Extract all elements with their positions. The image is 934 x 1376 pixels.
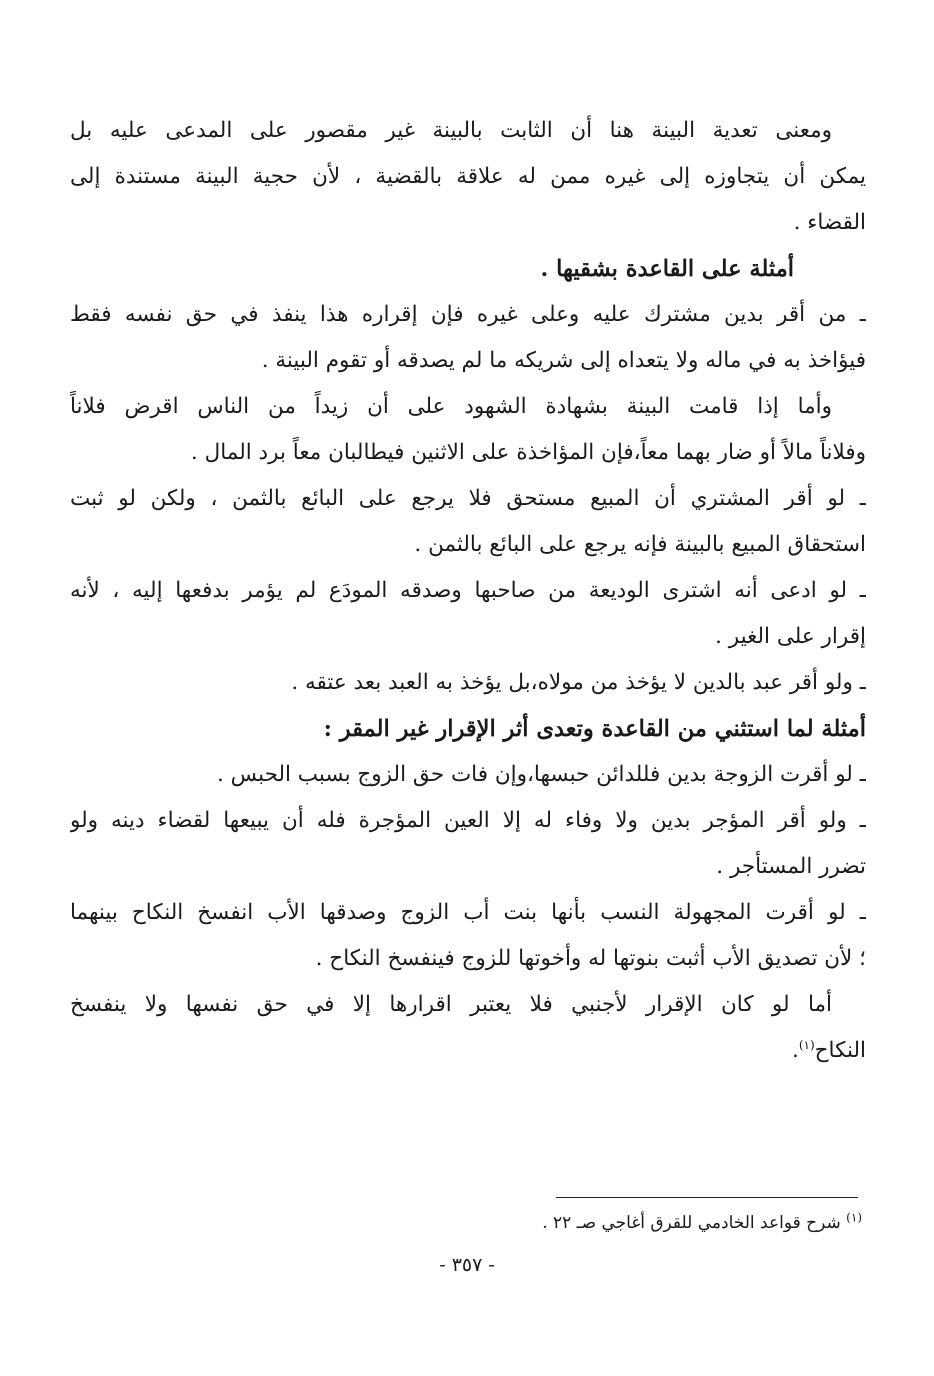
line-text: إقرار على الغير . [715,624,866,649]
line-text: ومعنى تعدية البينة هنا أن الثابت بالبينة غير مقصور على المدعى عليه بل [70,118,832,143]
line-text: يمكن أن يتجاوزه إلى غيره ممن له علاقة بالقضية ، لأن حجية البينة مستندة إلى [70,164,866,189]
line-tail: . [792,1038,799,1063]
text-line [70,154,866,200]
line-text: ـ لو أقرت المجهولة النسب بأنها بنت أب الزوج وصدقها الأب انفسخ النكاح بينهما [70,900,866,925]
line-text: فيؤاخذ به في ماله ولا يتعداه إلى شريكه ما لم يصدقه أو تقوم البينة . [261,348,866,373]
footnote [542,1208,862,1238]
line-text: ـ ولو أقر المؤجر بدين ولا وفاء له إلا العين المؤجرة فله أن يبيعها لقضاء دينه ولو [70,808,866,833]
line-text: استحقاق المبيع بالبينة فإنه يرجع على البائع بالثمن . [414,532,866,557]
line-text: ـ لو ادعى أنه اشترى الوديعة من صاحبها وصدقه المودَع لم يؤمر بدفعها إليه ، لأنه [70,578,866,603]
page-number: - ٣٥٧ - [439,1254,495,1276]
footnote-marker: (١) [846,1210,862,1225]
text-line [70,798,866,844]
text-line [70,660,866,706]
text-line [70,430,866,476]
line-text: النكاح [814,1038,866,1063]
text-line [70,752,866,798]
line-text: وأما إذا قامت البينة بشهادة الشهود على أن زيداً من الناس اقرض فلاناً [70,394,832,419]
text-line [70,200,866,246]
text-line [70,1028,866,1074]
line-text: وفلاناً مالاً أو ضار بهما معاً،فإن المؤاخذة على الاثنين فيطالبان معاً برد المال . [190,440,866,465]
text-line [70,936,866,982]
line-text: ـ لو أقر المشتري أن المبيع مستحق فلا يرجع على البائع بالثمن ، ولكن لو ثبت [70,486,866,511]
line-text: أمثلة على القاعدة بشقيها . [540,256,794,282]
line-text: ـ ولو أقر عبد بالدين لا يؤخذ من مولاه،بل يؤخذ به العبد بعد عتقه . [291,670,866,695]
footnote-text: شرح قواعد الخادمي للقرق أغاجي صـ ٢٢ . [542,1213,841,1233]
text-line [70,476,866,522]
footnote-reference: (١) [798,1037,815,1052]
document-body [70,108,866,1074]
text-line [70,522,866,568]
text-line [70,982,866,1028]
text-line [70,614,866,660]
line-text: ـ لو أقرت الزوجة بدين فللدائن حبسها،وإن فات حق الزوج بسبب الحبس . [217,762,866,787]
section-heading [70,706,866,752]
line-text: ؛ لأن تصديق الأب أثبت بنوتها له وأخوتها للزوج فينفسخ النكاح . [315,946,866,971]
text-line [70,292,866,338]
line-text: أما لو كان الإقرار لأجنبي فلا يعتبر اقرارها إلا في حق نفسها ولا ينفسخ [70,992,832,1017]
line-text: تضرر المستأجر . [716,854,866,879]
line-text: أمثلة لما استثني من القاعدة وتعدى أثر الإقرار غير المقر : [323,716,866,742]
line-text: ـ من أقر بدين مشترك عليه وعلى غيره فإن إقراره هذا ينفذ في حق نفسه فقط [70,302,866,327]
text-line [70,568,866,614]
section-heading [70,246,866,292]
line-text: القضاء . [793,210,866,235]
footnote-separator [556,1197,858,1198]
text-line [70,844,866,890]
text-line [70,890,866,936]
text-line [70,108,866,154]
text-line [70,338,866,384]
text-line [70,384,866,430]
